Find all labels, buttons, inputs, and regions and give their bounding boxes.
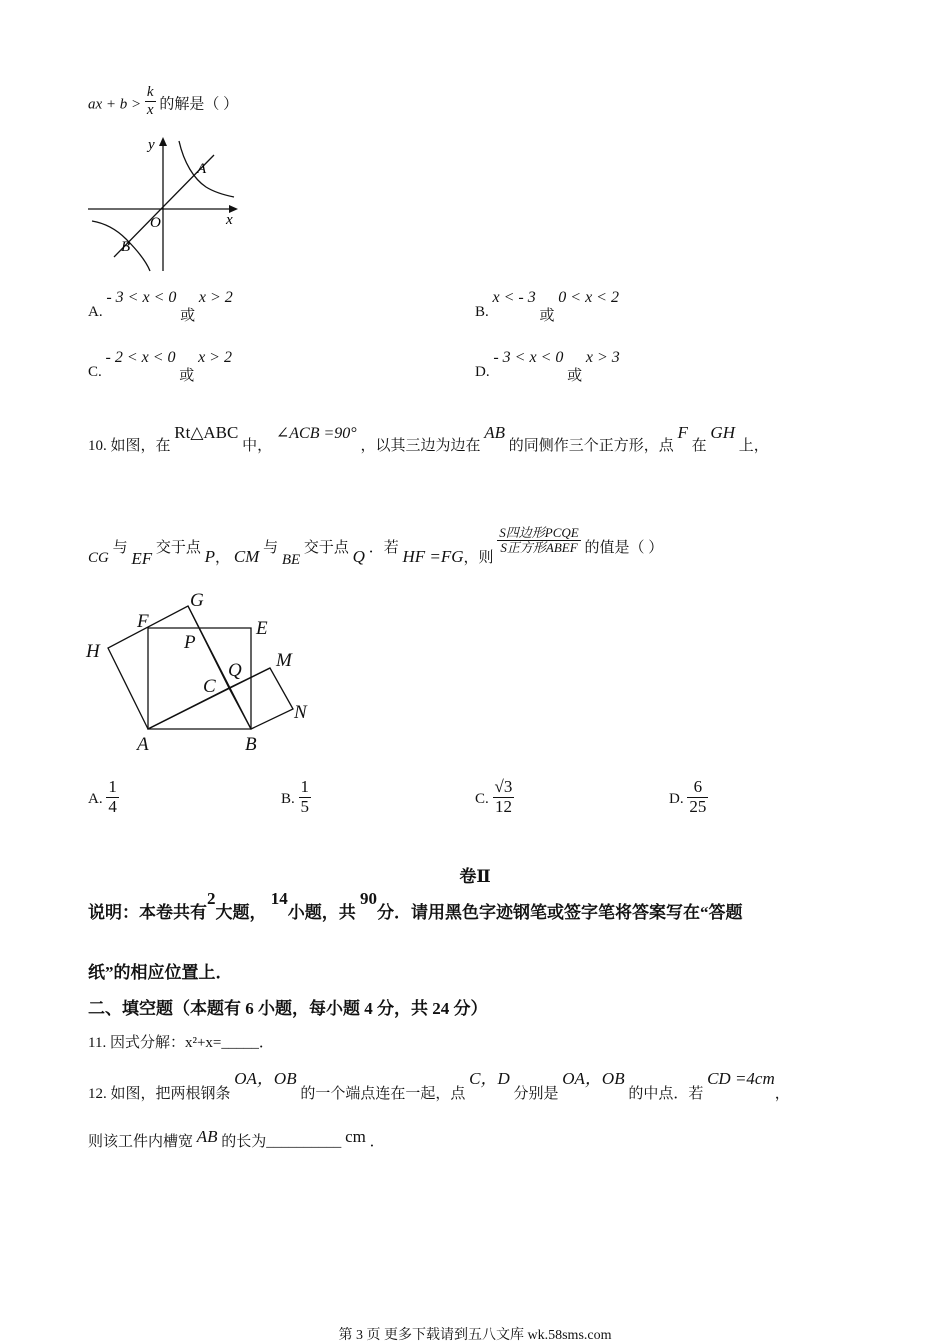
option-part1: x < - 3: [492, 289, 536, 306]
y-label: y: [148, 137, 155, 153]
q10-geometry-figure: [84, 588, 324, 758]
label-h: H: [86, 641, 100, 662]
q10-ratio-den: S正方形ABEF: [500, 540, 578, 556]
page-footer: 第 3 页 更多下载请到五八文库 wk.58sms.com: [338, 1328, 612, 1343]
q12-cd: C，D: [469, 1069, 510, 1088]
option-or: 或: [539, 308, 555, 324]
option-part1: - 2 < x < 0: [105, 349, 176, 366]
frac-den: 4: [108, 796, 117, 816]
option-fraction: [687, 778, 708, 816]
option-letter: A.: [88, 790, 103, 807]
note-number: 90: [360, 889, 377, 908]
q10-line-2: [88, 506, 664, 569]
point-b-label: B: [121, 239, 131, 255]
q12-text: ．: [369, 1134, 385, 1150]
option-part2: x > 3: [585, 349, 620, 366]
q10-line-1: [88, 422, 769, 454]
fill-in-title: 二、填空题（本题有 6 小题，每小题 4 分，共 24 分）: [88, 999, 488, 1018]
q10-suffix: 的值是（ ）: [584, 540, 664, 557]
option-part1: - 3 < x < 0: [106, 289, 177, 306]
q10-triangle: Rt△ABC: [174, 423, 239, 442]
q10-text: 上，: [738, 438, 769, 454]
q9-stem-fraction: [145, 84, 156, 118]
option-letter: D.: [475, 364, 490, 380]
q12-text: 分别是: [513, 1086, 559, 1102]
q12-answer-blank[interactable]: 的长为__________: [221, 1134, 342, 1150]
option-or: 或: [567, 368, 583, 384]
note-text: 说明：本卷共有: [88, 903, 207, 922]
frac-den: 5: [300, 796, 310, 816]
option-part1: - 3 < x < 0: [493, 349, 564, 366]
label-q: Q: [228, 660, 242, 681]
q9-option-d[interactable]: [475, 349, 620, 384]
label-g: G: [190, 590, 204, 611]
label-b: B: [245, 734, 257, 755]
label-e: E: [256, 618, 268, 639]
note-text: 小题，共: [287, 903, 356, 922]
q11: 11. 因式分解：x²+x=_____．: [88, 1035, 274, 1051]
q10-text: 中，: [242, 438, 273, 454]
q10-cg: CG: [88, 550, 109, 567]
section-note-line-1: [88, 889, 743, 923]
section-title: 卷Ⅱ: [459, 867, 491, 886]
label-c: C: [203, 676, 216, 697]
origin-label: O: [150, 215, 161, 231]
q12-text: 12. 如图，把两根钢条: [88, 1086, 231, 1102]
q12-line-2: [88, 1126, 385, 1150]
label-p: P: [184, 632, 196, 653]
q10-gh: GH: [710, 423, 735, 442]
q9-option-a[interactable]: [88, 289, 233, 324]
frac-num: 6: [687, 778, 708, 798]
q12-unit: cm: [345, 1127, 366, 1146]
label-f: F: [137, 611, 149, 632]
frac-num: 1: [108, 777, 117, 796]
q10-text: ．若: [368, 540, 399, 557]
option-letter: D.: [669, 790, 684, 807]
option-letter: A.: [88, 304, 103, 320]
q12-condition: CD =4cm: [707, 1069, 775, 1088]
q12-text: 的一个端点连在一起，点: [300, 1086, 466, 1102]
q10-text: ，: [215, 550, 231, 567]
x-label: x: [226, 212, 233, 228]
section-note-line-2: 纸”的相应位置上．: [88, 963, 233, 982]
frac-num: 1: [300, 777, 310, 796]
q12-oaob-2: OA，OB: [562, 1069, 625, 1088]
q10-p: P: [204, 547, 216, 567]
label-n: N: [294, 702, 307, 723]
q9-frac-num: k: [146, 84, 154, 100]
q9-option-c[interactable]: [88, 349, 232, 384]
q10-ef: EF: [131, 549, 153, 569]
option-letter: C.: [475, 790, 489, 807]
frac-den: 25: [689, 796, 707, 816]
frac-den: 12: [494, 796, 512, 816]
q10-option-a[interactable]: [88, 778, 119, 816]
option-fraction: [493, 778, 515, 816]
note-text: 大题，: [215, 903, 267, 922]
q10-option-c[interactable]: [475, 778, 514, 816]
q10-be: BE: [281, 552, 301, 569]
q10-angle: ∠ACB =90°: [275, 425, 357, 442]
q10-option-d[interactable]: [669, 778, 708, 816]
q10-ratio: [497, 526, 580, 556]
q10-ab: AB: [484, 423, 505, 442]
option-fraction: [106, 778, 119, 816]
q10-f: F: [677, 423, 688, 442]
q10-text: 交于点: [303, 540, 349, 557]
q10-number: 10. 如图，在: [88, 438, 171, 454]
option-letter: C.: [88, 364, 102, 380]
point-a-label: A: [197, 161, 207, 177]
q9-frac-den: x: [146, 101, 154, 118]
q9-stem: [88, 84, 239, 122]
q10-condition: HF =FG: [402, 547, 464, 567]
q9-option-b[interactable]: [475, 289, 619, 324]
option-letter: B.: [475, 304, 489, 320]
q12-line-1: [88, 1064, 790, 1102]
q12-text: 则该工件内槽宽: [88, 1134, 194, 1150]
q10-cm: CM: [233, 547, 260, 567]
q12-oaob: OA，OB: [234, 1069, 297, 1088]
q10-option-b[interactable]: [281, 778, 311, 816]
hyperbola-branch-1: [179, 141, 234, 197]
frac-num: √3: [494, 777, 513, 796]
label-a: A: [137, 734, 149, 755]
q10-text: 与: [112, 540, 128, 557]
option-part2: x > 2: [198, 289, 233, 306]
option-part2: 0 < x < 2: [558, 289, 619, 306]
option-letter: B.: [281, 790, 295, 807]
note-number: 14: [270, 889, 288, 908]
q9-stem-lhs: ax + b >: [88, 96, 142, 113]
option-part2: x > 2: [198, 349, 232, 366]
y-axis-arrow: [159, 137, 167, 146]
note-number: 2: [207, 889, 216, 908]
option-or: 或: [180, 308, 196, 324]
q10-text: ，以其三边为边在: [360, 438, 481, 454]
q10-ratio-num: S四边形PCQE: [499, 525, 579, 540]
q12-text: 的中点．若: [628, 1086, 704, 1102]
q10-text: 的同侧作三个正方形，点: [508, 438, 674, 454]
square-on-ac: [108, 606, 229, 729]
q10-text: 在: [691, 438, 707, 454]
q9-function-graph: [86, 135, 246, 275]
q12-ab: AB: [196, 1127, 218, 1146]
q9-stem-suffix: 的解是（ ）: [159, 96, 239, 113]
q10-q: Q: [352, 547, 365, 567]
q10-text: 交于点: [155, 540, 201, 557]
q12-text: ，: [774, 1086, 790, 1102]
label-m: M: [276, 650, 292, 671]
note-text: 分．请用黑色字迹钢笔或签字笔将答案写在“答题: [377, 903, 743, 922]
option-or: 或: [179, 368, 195, 384]
option-fraction: [299, 778, 312, 816]
q10-text: 与: [263, 540, 279, 557]
q10-text: ，则: [463, 550, 494, 567]
